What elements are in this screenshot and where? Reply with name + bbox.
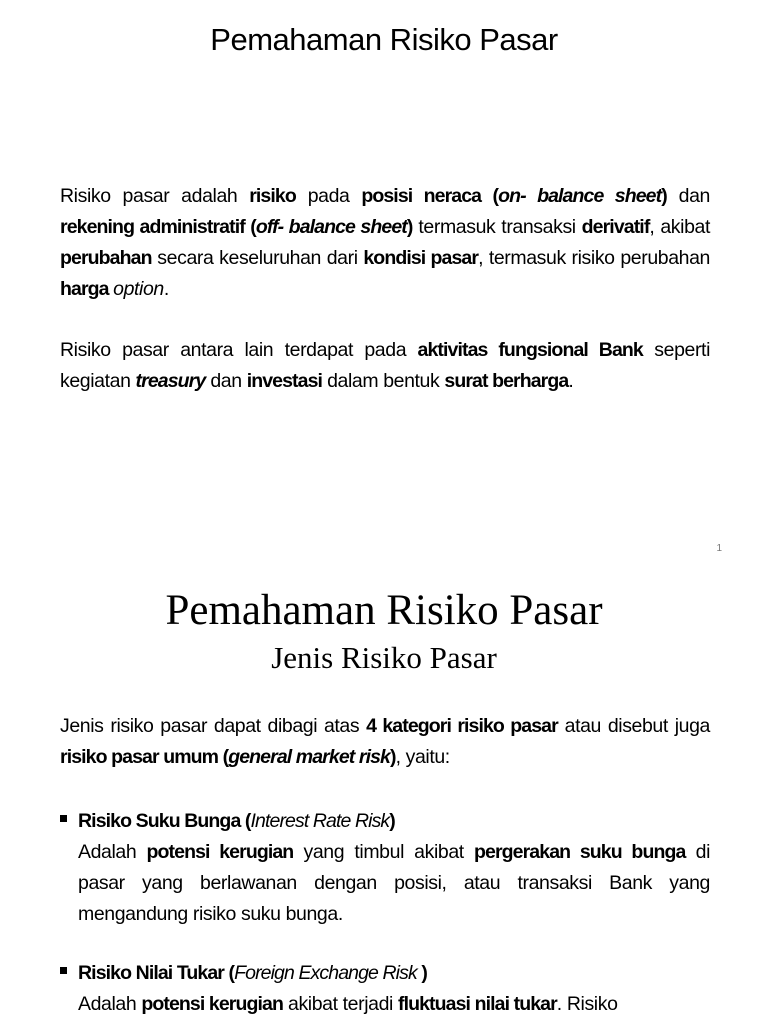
text: yang timbul akibat	[293, 841, 475, 863]
text: Adalah	[78, 841, 147, 863]
slide-title: Pemahaman Risiko Pasar	[165, 587, 603, 634]
text: . Risiko	[556, 993, 618, 1015]
text: , yaitu:	[395, 746, 450, 768]
text: Risiko Suku Bunga (	[78, 810, 251, 832]
text: Jenis risiko pasar dapat dibagi atas	[60, 715, 367, 737]
text: dan	[666, 185, 710, 207]
text: , akibat	[649, 216, 710, 238]
bold-text: potensi kerugian	[146, 841, 294, 863]
bold-text: risiko	[249, 185, 296, 207]
bold-text: posisi neraca (	[361, 185, 499, 207]
bold-text: derivatif	[581, 216, 650, 238]
slide-subtitle: Jenis Risiko Pasar	[271, 640, 497, 675]
list-item-interest-rate-risk	[60, 806, 710, 930]
text: .	[163, 278, 169, 300]
bold-text: kondisi pasar	[363, 247, 479, 269]
text: seperti kegiatan	[60, 339, 710, 392]
paragraph-activities	[60, 335, 710, 397]
text: Risiko pasar antara lain terdapat pada	[60, 339, 418, 361]
list-item-body	[60, 989, 710, 1020]
list-item-body	[60, 837, 710, 930]
text: akibat terjadi	[282, 993, 398, 1015]
italic-text: Interest Rate Risk	[250, 810, 390, 832]
text: Adalah	[78, 993, 142, 1015]
bold-text: fluktuasi nilai tukar	[397, 993, 557, 1015]
text: )	[421, 962, 427, 984]
bold-text: risiko pasar umum (	[60, 746, 229, 768]
text: )	[389, 810, 395, 832]
text: secara keseluruhan dari	[151, 247, 364, 269]
paragraph-intro	[60, 711, 710, 773]
italic-text: option	[113, 278, 164, 300]
slide-title: Pemahaman Risiko Pasar	[210, 22, 558, 57]
bold-italic-text: on- balance sheet	[498, 185, 662, 207]
bullet-square-icon	[60, 815, 67, 822]
paragraph-definition	[60, 181, 710, 305]
list-item-heading	[60, 806, 710, 837]
bullet-square-icon	[60, 967, 67, 974]
text: dalam bentuk	[322, 370, 445, 392]
text: pada	[295, 185, 362, 207]
bold-text: )	[661, 185, 667, 207]
text: Risiko pasar adalah	[60, 185, 250, 207]
bold-text: aktivitas fungsional Bank	[417, 339, 643, 361]
bold-italic-text: off- balance sheet	[255, 216, 407, 238]
bold-text: surat berharga	[444, 370, 569, 392]
page-number: 1	[716, 543, 722, 554]
bold-text: )	[406, 216, 413, 238]
text: , termasuk risiko perubahan	[478, 247, 710, 269]
bold-text: potensi kerugian	[141, 993, 283, 1015]
text: .	[568, 370, 574, 392]
text: di pasar yang berlawanan dengan posisi, atau transaksi Bank yang mengandung risiko suku bunga.	[78, 841, 711, 925]
list-item-foreign-exchange-risk	[60, 958, 710, 1020]
bold-text: investasi	[246, 370, 323, 392]
bold-text: harga	[60, 278, 114, 300]
text: dan	[205, 370, 247, 392]
text: atau disebut juga	[557, 715, 710, 737]
italic-text: Foreign Exchange Risk	[234, 962, 422, 984]
bold-italic-text: general market risk	[228, 746, 390, 768]
list-item-heading	[60, 958, 710, 989]
bold-italic-text: treasury	[135, 370, 206, 392]
slide-2	[0, 566, 768, 1024]
bold-text: rekening administratif (	[60, 216, 256, 238]
text: Risiko Nilai Tukar (	[78, 962, 235, 984]
bold-text: pergerakan suku bunga	[474, 841, 686, 863]
bold-text: 4 kategori risiko pasar	[366, 715, 558, 737]
bold-text: )	[389, 746, 396, 768]
bold-text: perubahan	[60, 247, 152, 269]
text: termasuk transaksi	[412, 216, 582, 238]
